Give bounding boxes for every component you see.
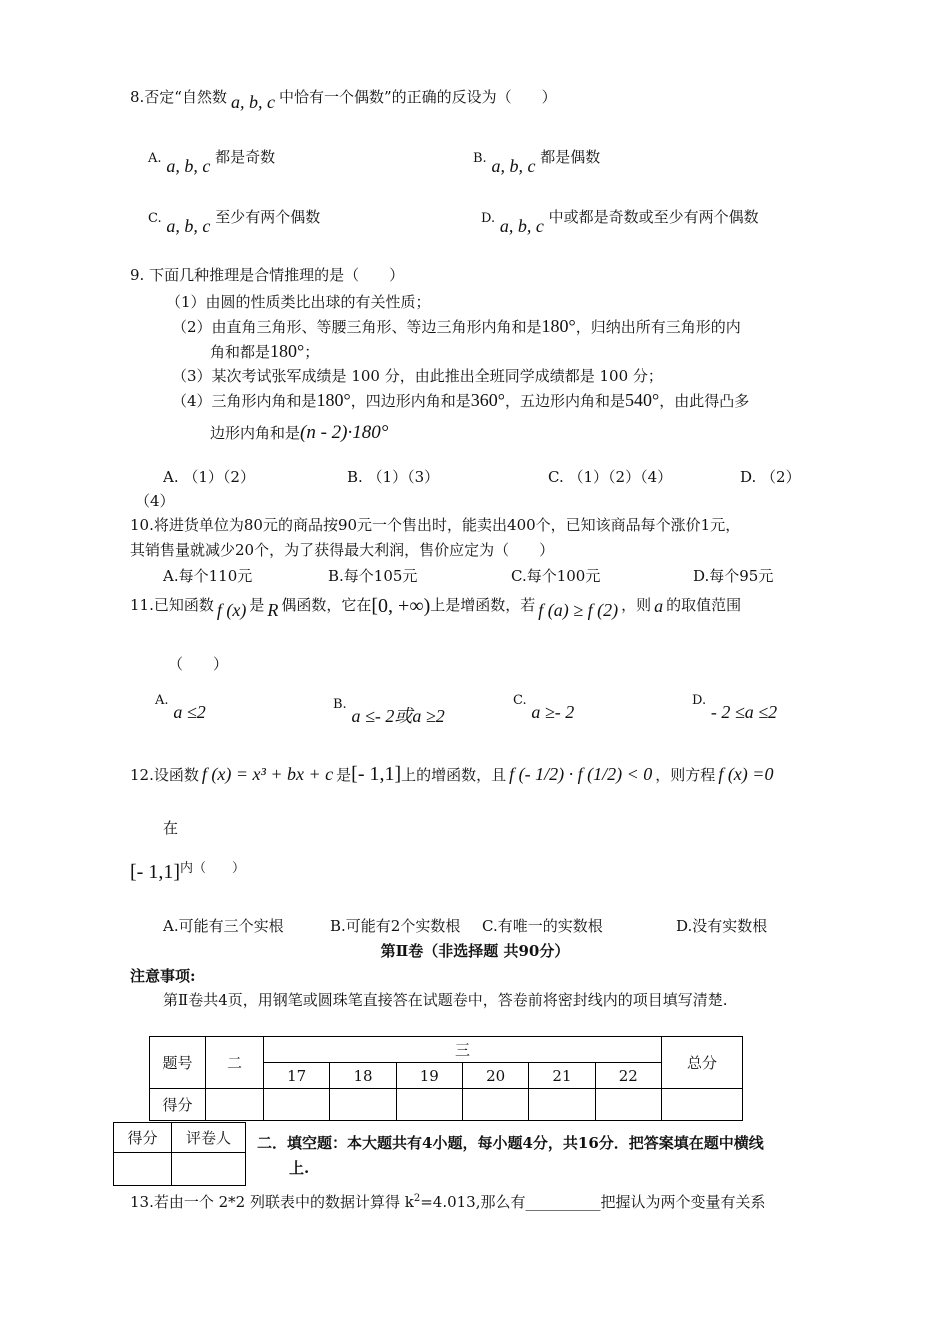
score-table xyxy=(149,1036,743,1121)
q13-text-1: 13.若由一个 2*2 列联表中的数据计算得 k xyxy=(130,1193,414,1211)
score-table-header-total: 总分 xyxy=(662,1037,743,1089)
q9-item-4-deg-360: 360° xyxy=(470,390,505,410)
q8-option-a xyxy=(148,146,276,176)
q11-option-d-expr: - 2 ≤a ≤2 xyxy=(710,702,778,722)
q9-item-4-line2 xyxy=(210,423,388,443)
q12-function: f (x) = x³ + bx + c xyxy=(201,764,334,784)
q11-option-d-label: D. xyxy=(692,693,707,708)
q11-text-1: 11.已知函数 xyxy=(130,596,214,614)
q13-text-2: =4.013,那么有 xyxy=(420,1193,526,1211)
q9-option-d: D. （2） xyxy=(740,468,801,486)
q8-option-b-vars: a, b, c xyxy=(491,156,536,176)
q8-option-d-label: D. xyxy=(481,211,496,226)
q11-condition: f (a) ≥ f (2) xyxy=(538,600,619,620)
q12-text-1: 12.设函数 xyxy=(130,766,199,784)
score-table-row-label: 得分 xyxy=(150,1089,206,1121)
score-cell-22[interactable] xyxy=(595,1089,661,1121)
q8-option-d-vars: a, b, c xyxy=(499,216,544,236)
q11-option-b xyxy=(333,694,445,726)
q8-option-b-text: 都是偶数 xyxy=(540,148,601,166)
q12-interval-line xyxy=(130,862,245,885)
q9-item-2-line1 xyxy=(172,316,741,337)
q11-option-a xyxy=(155,693,206,722)
q8-option-d xyxy=(481,206,759,236)
q10-option-b: B.每个105元 xyxy=(328,567,418,585)
q12-stem xyxy=(130,764,773,785)
q12-interval-2: [- 1,1] xyxy=(130,861,180,883)
grader-table xyxy=(113,1122,246,1186)
q8-vars: a, b, c xyxy=(230,92,275,112)
q10-option-c: C.每个100元 xyxy=(511,567,601,585)
section2-heading-line1: 二．填空题：本大题共有4小题，每小题4分，共16分．把答案填在题中横线 xyxy=(257,1134,764,1152)
score-cell-total[interactable] xyxy=(662,1089,743,1121)
score-cell-20[interactable] xyxy=(462,1089,528,1121)
q13-text-3: 把握认为两个变量有关系 xyxy=(600,1193,766,1211)
part2-title: 第Ⅱ卷（非选择题 共90分） xyxy=(380,942,570,960)
q9-item-2-text-a: （2）由直角三角形、等腰三角形、等边三角形内角和是 xyxy=(172,318,542,336)
q11-R: R xyxy=(267,600,279,620)
q9-item-4-deg-540: 540° xyxy=(624,390,660,410)
score-table-header-two: 二 xyxy=(206,1037,264,1089)
q9-item-4-text-b: ，四边形内角和是 xyxy=(350,392,471,410)
q11-option-a-expr: a ≤2 xyxy=(173,702,206,722)
q12-option-d: D.没有实数根 xyxy=(676,917,768,935)
q9-item-4-line1 xyxy=(172,390,749,411)
grader-name-cell[interactable] xyxy=(172,1153,246,1186)
q9-item-3: （3）某次考试张军成绩是 100 分，由此推出全班同学成绩都是 100 分； xyxy=(172,367,663,385)
q9-item-4-deg-180: 180° xyxy=(316,390,351,410)
q11-text-3: 偶函数，它在 xyxy=(281,596,372,614)
score-table-num: 19 xyxy=(396,1063,462,1089)
q13-blank[interactable]: __________ xyxy=(525,1193,601,1211)
q12-interval: [- 1,1] xyxy=(351,763,402,785)
q9-option-b: B. （1）（3） xyxy=(347,468,440,486)
q10-line-1: 10.将进货单位为80元的商品按90元一个售出时，能卖出400个，已知该商品每个涨价1元， xyxy=(130,516,741,534)
q11-text-4: 上是增函数，若 xyxy=(430,596,536,614)
q8-option-a-text: 都是奇数 xyxy=(215,148,276,166)
q10-option-a: A.每个110元 xyxy=(163,567,253,585)
q12-text-2: 是 xyxy=(336,766,352,784)
q8-option-c xyxy=(148,206,321,236)
q13-stem xyxy=(130,1189,766,1212)
q12-equation: f (x) =0 xyxy=(718,764,774,784)
q12-option-c: C.有唯一的实数根 xyxy=(482,917,603,935)
q9-item-4-text-d: ，由此得凸多 xyxy=(659,392,750,410)
q9-item-2-deg-2: 180° xyxy=(270,341,305,361)
score-cell-18[interactable] xyxy=(330,1089,396,1121)
score-cell-19[interactable] xyxy=(396,1089,462,1121)
q9-item-2-text-d: ； xyxy=(304,343,320,361)
q9-item-4-text-a: （4）三角形内角和是 xyxy=(172,392,317,410)
q12-option-b: B.可能有2个实数根 xyxy=(330,917,461,935)
grader-label: 评卷人 xyxy=(172,1123,246,1153)
q8-option-d-text: 中或都是奇数或至少有两个偶数 xyxy=(548,208,759,226)
q11-stem xyxy=(130,594,742,620)
q11-paren: （ ） xyxy=(168,655,229,673)
q8-stem xyxy=(130,86,557,112)
score-table-num: 18 xyxy=(330,1063,396,1089)
q8-stem-a: 8.否定“自然数 xyxy=(130,88,227,106)
notice-text: 第Ⅱ卷共4页，用钢笔或圆珠笔直接答在试题卷中，答卷前将密封线内的项目填写清楚. xyxy=(163,991,728,1009)
q8-option-a-label: A. xyxy=(148,151,162,166)
q9-item-4-formula: (n - 2)·180° xyxy=(300,422,389,443)
q8-option-c-vars: a, b, c xyxy=(166,216,211,236)
q8-option-b xyxy=(473,146,601,176)
q9-option-a: A. （1）（2） xyxy=(163,468,255,486)
q11-option-b-label: B. xyxy=(333,697,347,712)
q12-zai: 在 xyxy=(163,819,179,837)
q8-option-c-text: 至少有两个偶数 xyxy=(215,208,321,226)
q9-option-c: C. （1）（2）（4） xyxy=(548,468,673,486)
q10-line-2: 其销售量就减少20个，为了获得最大利润，售价应定为（ ） xyxy=(130,541,555,559)
q11-a: a xyxy=(654,596,664,616)
q11-option-d xyxy=(692,693,778,722)
q11-text-5: ，则 xyxy=(621,596,652,614)
score-table-header-tihao: 题号 xyxy=(150,1037,206,1089)
q9-item-1: （1）由圆的性质类比出球的有关性质； xyxy=(166,293,431,311)
score-table-num: 20 xyxy=(462,1063,528,1089)
grader-score-cell[interactable] xyxy=(114,1153,172,1186)
q8-option-b-label: B. xyxy=(473,151,487,166)
q11-option-b-expr: a ≤- 2或a ≥2 xyxy=(351,706,445,726)
q11-option-c-expr: a ≥- 2 xyxy=(531,702,575,722)
q9-stem: 9. 下面几种推理是合情推理的是（ ） xyxy=(130,266,405,284)
q9-item-2-text-b: ，归纳出所有三角形的内 xyxy=(575,318,741,336)
q10-option-d: D.每个95元 xyxy=(693,567,774,585)
q8-option-a-vars: a, b, c xyxy=(166,156,211,176)
score-table-num: 22 xyxy=(595,1063,661,1089)
score-cell-21[interactable] xyxy=(529,1089,595,1121)
q9-item-4-text-c: ，五边形内角和是 xyxy=(504,392,625,410)
q9-option-d-wrap: （4） xyxy=(135,492,175,510)
q11-fx: f (x) xyxy=(216,600,247,620)
q9-item-2-deg: 180° xyxy=(541,316,576,336)
q11-interval: [0, +∞) xyxy=(371,595,431,617)
score-table-num: 21 xyxy=(529,1063,595,1089)
q13-superscript: 2 xyxy=(413,1193,421,1204)
q12-text-4: ，则方程 xyxy=(655,766,716,784)
q9-item-2-line2 xyxy=(210,341,319,362)
q12-text-3: 上的增函数，且 xyxy=(401,766,507,784)
q11-option-c xyxy=(513,693,575,722)
q9-item-2-text-c: 角和都是 xyxy=(210,343,271,361)
grader-score-label: 得分 xyxy=(114,1123,172,1153)
q12-condition: f (- 1/2) · f (1/2) < 0 xyxy=(509,764,653,784)
section2-heading-line2: 上. xyxy=(289,1159,310,1177)
q9-item-4-text-e: 边形内角和是 xyxy=(210,424,301,442)
score-table-header-three: 三 xyxy=(264,1037,662,1063)
q8-option-c-label: C. xyxy=(148,211,162,226)
score-cell-17[interactable] xyxy=(264,1089,330,1121)
q8-stem-b: 中恰有一个偶数”的正确的反设为（ ） xyxy=(278,88,557,106)
q11-text-2: 是 xyxy=(249,596,265,614)
q11-text-6: 的取值范围 xyxy=(666,596,742,614)
score-cell-two[interactable] xyxy=(206,1089,264,1121)
q11-option-c-label: C. xyxy=(513,693,527,708)
score-table-num: 17 xyxy=(264,1063,330,1089)
notice-label: 注意事项: xyxy=(130,967,196,985)
q12-option-a: A.可能有三个实根 xyxy=(163,917,284,935)
q12-nei: 内（ ） xyxy=(179,861,245,876)
q11-option-a-label: A. xyxy=(155,693,169,708)
